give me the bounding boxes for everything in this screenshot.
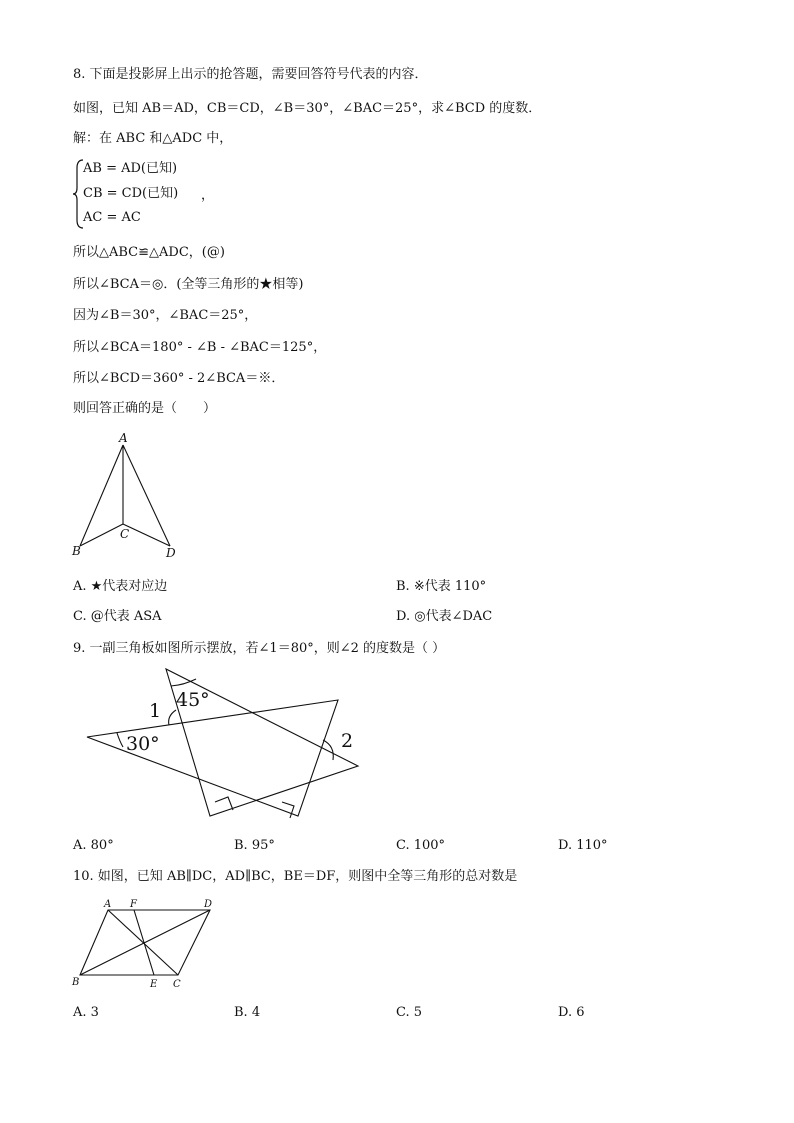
label-B: B <box>72 977 80 988</box>
q8-option-a: A. ★代表对应边 <box>73 579 168 594</box>
triangle-30 <box>87 700 338 816</box>
right-angle-mark-1 <box>215 797 233 810</box>
label-B: B <box>72 544 81 558</box>
q8-option-b: B. ※代表 110° <box>396 579 487 594</box>
q10-option-d: D. 6 <box>558 1005 585 1020</box>
q9-figure-set-squares <box>80 662 370 827</box>
q8-given: 如图，已知 AB＝AD，CB＝CD，∠B＝30°，∠BAC＝25°，求∠BCD 的度数． <box>73 101 542 116</box>
label-F: F <box>130 899 137 910</box>
q10-option-c: C. 5 <box>396 1005 423 1020</box>
brace-line-2: CB = CD(已知) <box>83 186 179 201</box>
label-D: D <box>204 899 213 910</box>
label-45-degrees: 45° <box>176 689 210 711</box>
q8-figure-kite <box>66 428 196 563</box>
q9-option-a: A. 80° <box>73 838 114 853</box>
q8-step-2: 所以∠BCA＝◎．(全等三角形的★相等) <box>73 277 304 292</box>
diagonal-AC <box>108 910 178 975</box>
q8-ask: 则回答正确的是（ ） <box>73 401 217 416</box>
arc-30 <box>117 733 123 747</box>
arc-angle-1 <box>169 710 176 725</box>
q8-step-1: 所以△ABC≌△ADC，(@) <box>73 245 225 260</box>
label-D: D <box>166 546 176 560</box>
q9-option-b: B. 95° <box>234 838 275 853</box>
segment-CD <box>123 524 170 546</box>
label-A: A <box>104 899 112 910</box>
segment-BC <box>80 524 123 546</box>
q8-brace-system <box>73 158 333 230</box>
q8-step-5: 所以∠BCD＝360° - 2∠BCA＝※． <box>73 371 285 386</box>
q8-step-3: 因为∠B＝30°，∠BAC＝25°， <box>73 308 258 323</box>
brace-line-1: AB = AD(已知) <box>83 161 178 176</box>
label-angle-1: 1 <box>149 700 162 722</box>
q10-figure-parallelogram <box>66 895 226 995</box>
arc-angle-2 <box>323 740 333 760</box>
label-30-degrees: 30° <box>126 733 160 755</box>
q8-stem: 8. 下面是投影屏上出示的抢答题，需要回答符号代表的内容． <box>73 67 428 82</box>
q9-stem: 9. 一副三角板如图所示摆放，若∠1＝80°，则∠2 的度数是（ ） <box>73 641 446 656</box>
q10-stem: 10. 如图，已知 AB∥DC，AD∥BC，BE＝DF，则图中全等三角形的总对数是 <box>73 869 518 884</box>
segment-AD <box>123 445 170 546</box>
label-A: A <box>119 431 128 445</box>
q8-option-d: D. ◎代表∠DAC <box>396 609 493 624</box>
q10-option-b: B. 4 <box>234 1005 261 1020</box>
label-C: C <box>120 527 130 541</box>
q8-solution-intro: 解：在 ABC 和△ADC 中， <box>73 131 233 146</box>
diagonal-BD <box>80 910 210 975</box>
q9-option-d: D. 110° <box>558 838 608 853</box>
label-C: C <box>173 979 181 990</box>
right-angle-mark-2 <box>282 802 294 818</box>
q10-option-a: A. 3 <box>73 1005 99 1020</box>
q9-option-c: C. 100° <box>396 838 446 853</box>
brace-trailing-comma: ， <box>201 188 215 203</box>
segment-FE <box>134 910 154 975</box>
label-angle-2: 2 <box>341 730 354 752</box>
label-E: E <box>150 979 158 990</box>
q8-option-c: C. @代表 ASA <box>73 609 162 624</box>
q8-step-4: 所以∠BCA＝180° - ∠B - ∠BAC＝125°， <box>73 340 327 355</box>
brace-line-3: AC = AC <box>83 210 141 225</box>
segment-AB <box>80 445 123 546</box>
